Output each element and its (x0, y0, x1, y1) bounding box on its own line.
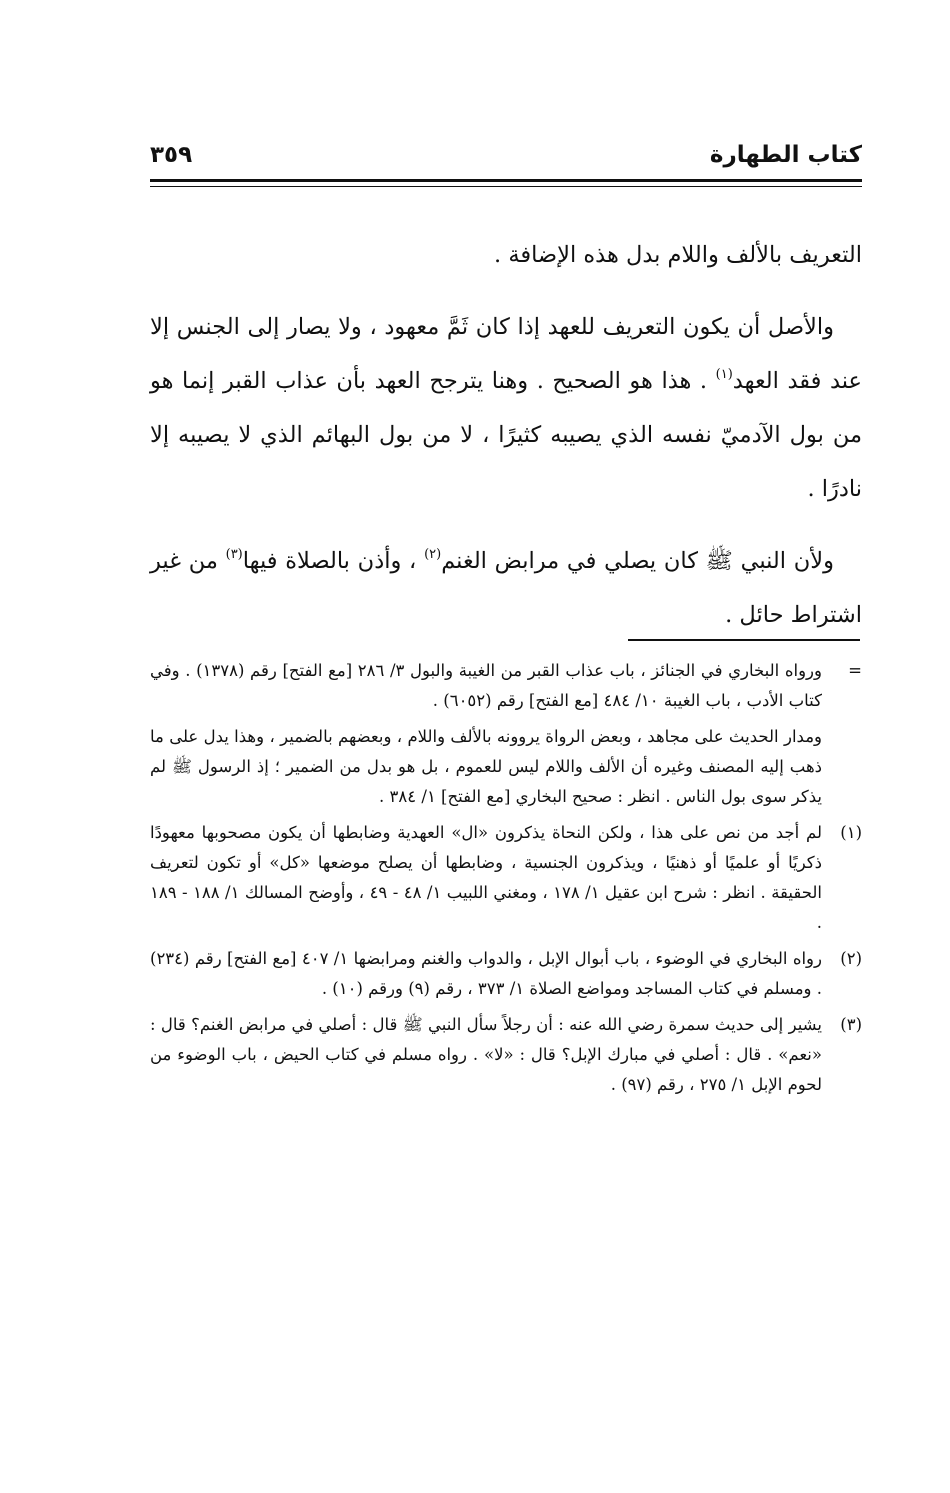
running-header (150, 140, 862, 176)
header-rule-thin (150, 186, 862, 187)
footnote-ref-2: (٢) (424, 547, 442, 562)
footnote-1 (150, 818, 862, 938)
footnote-continuation (150, 656, 862, 716)
page-number: ٣٥٩ (150, 142, 193, 168)
continuation-marker: = (848, 661, 862, 680)
paragraph-3 (150, 534, 862, 642)
footnote-continuation-text-2: ومدار الحديث على مجاهد ، وبعض الرواة يروونه بالألف واللام ، وبعضهم بالضمير ، وهذا يدل على ما ذهب إليه المصنف وغيره أن الألف واللام ليس للعموم ، بل هو بدل من الضمير ؛ إذ الرسول ﷺ لم يذكر سوى بول الناس . انظر : صحيح البخاري [مع الفتح] ١/ ٣٨٤ . (150, 727, 822, 806)
paragraph-3-text-a: ولأن النبي ﷺ كان يصلي في مرابض الغنم (441, 548, 834, 574)
footnote-3-marker: (٣) (840, 1015, 862, 1034)
footnote-2-text: رواه البخاري في الوضوء ، باب أبوال الإبل ، والدواب والغنم ومرابضها ١/ ٤٠٧ [مع الفتح] رقم (٢٣٤) . ومسلم في كتاب المساجد ومواضع الصلاة ١/ ٣٧٣ ، رقم (٩) ورقم (١٠) . (150, 949, 822, 998)
footnote-separator (628, 639, 860, 641)
paragraph-2-text-b: . هذا هو الصحيح . وهنا يترجح العهد بأن عذاب القبر إنما هو من بول الآدميّ نفسه الذي يصيبه كثيرًا ، لا من بول البهائم الذي لا يصيبه إلا نادرًا . (150, 368, 862, 502)
main-text (150, 228, 862, 660)
paragraph-3-text-b: ، وأذن بالصلاة فيها (242, 548, 425, 574)
footnote-1-text: لم أجد من نص على هذا ، ولكن النحاة يذكرون «ال» العهدية وضابطها أن يكون مصحوبها معهودًا ذكريًا أو علميًا أو ذهنيًا ، ويذكرون الجنسية ، وضابطها أن يصلح موضعها «كل» أو تكون لتعريف الحقيقة . انظر : شرح ابن عقيل ١/ ١٧٨ ، ومغني اللبيب ١/ ٤٨ - ٤٩ ، وأوضح المسالك ١/ ١٨٨ - ١٨٩ . (150, 823, 822, 932)
paragraph-1: التعريف بالألف واللام بدل هذه الإضافة . (494, 242, 862, 268)
footnote-1-marker: (١) (840, 823, 862, 842)
paragraph-2-text-a: والأصل أن يكون التعريف للعهد إذا كان ثَمَّ معهود ، ولا يصار إلى الجنس إلا عند فقد العهد (150, 314, 862, 394)
footnote-2 (150, 944, 862, 1004)
footnote-3 (150, 1010, 862, 1100)
footnotes (150, 656, 862, 1106)
footnote-3-text: يشير إلى حديث سمرة رضي الله عنه : أن رجلاً سأل النبي ﷺ قال : أصلي في مرابض الغنم؟ قال : «نعم» . قال : أصلي في مبارك الإبل؟ قال : «لا» . رواه مسلم في كتاب الحيض ، باب الوضوء من لحوم الإبل ١/ ٢٧٥ ، رقم (٩٧) . (150, 1015, 822, 1094)
header-rule-thick (150, 179, 862, 182)
chapter-title: كتاب الطهارة (709, 142, 862, 168)
footnote-2-marker: (٢) (840, 949, 862, 968)
paragraph-2 (150, 300, 862, 516)
footnote-continuation-2 (150, 722, 862, 812)
footnote-ref-3: (٣) (225, 547, 243, 562)
footnote-ref-1: (١) (715, 367, 733, 382)
paragraph-3-text-c: من غير اشتراط حائل . (150, 548, 862, 628)
footnote-continuation-text-1: ورواه البخاري في الجنائز ، باب عذاب القبر من الغيبة والبول ٣/ ٢٨٦ [مع الفتح] رقم (١٣٧٨) . وفي كتاب الأدب ، باب الغيبة ١٠/ ٤٨٤ [مع الفتح] رقم (٦٠٥٢) . (150, 661, 822, 710)
